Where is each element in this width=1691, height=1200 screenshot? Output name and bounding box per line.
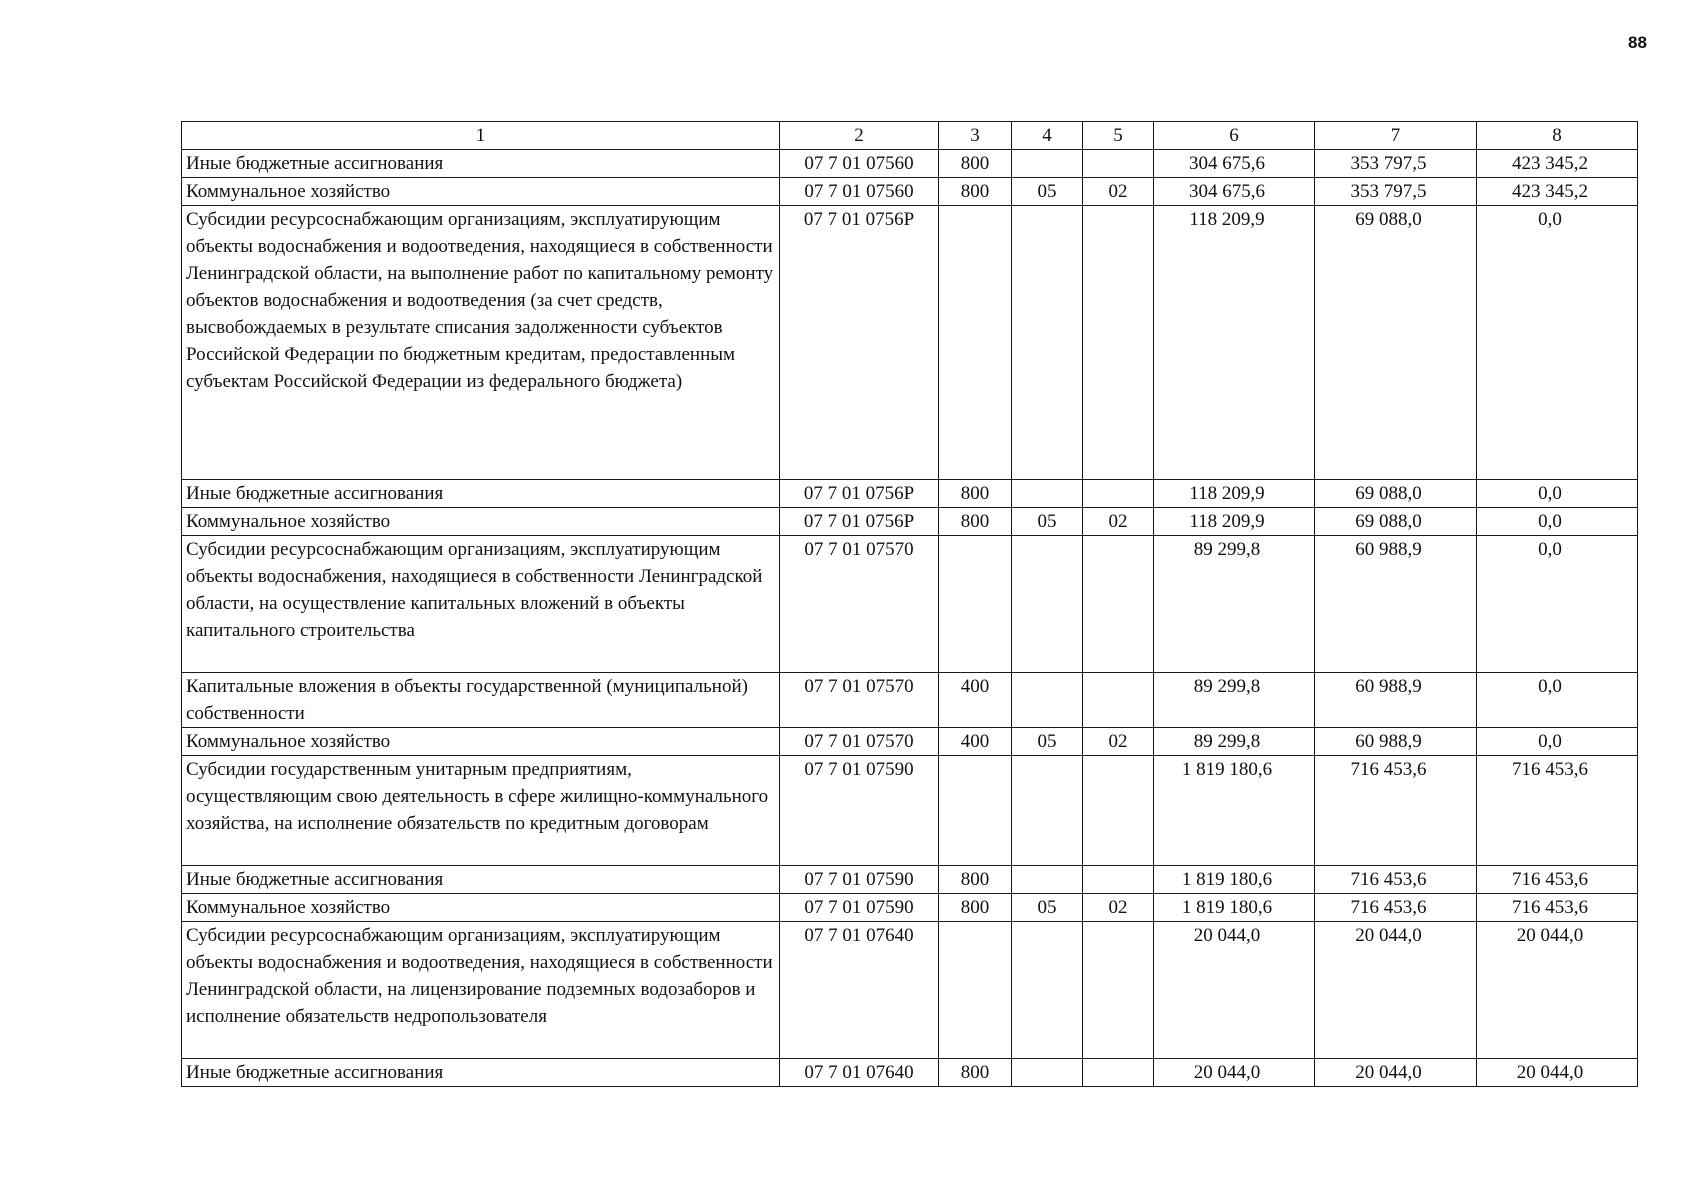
subsection-cell: 02 — [1083, 508, 1154, 536]
row-name-cell: Субсидии ресурсоснабжающим организациям, эксплуатирующим объекты водоснабжения и водоотведения, находящиеся в собственности Ленинградской области, на лицензирование подземных водозаборов и исполнение обязательств недропользователя — [182, 922, 780, 1059]
table-row — [182, 894, 1638, 922]
expense-type-cell — [939, 536, 1012, 673]
section-cell: 05 — [1012, 728, 1083, 756]
target-code-cell: 07 7 01 07640 — [780, 1059, 939, 1087]
section-cell: 05 — [1012, 894, 1083, 922]
target-code-cell: 07 7 01 07570 — [780, 673, 939, 728]
row-name-cell: Коммунальное хозяйство — [182, 894, 780, 922]
amount-col6-cell: 1 819 180,6 — [1154, 894, 1315, 922]
subsection-cell — [1083, 480, 1154, 508]
expense-type-cell: 800 — [939, 508, 1012, 536]
amount-col8-cell: 423 345,2 — [1477, 150, 1638, 178]
section-cell — [1012, 150, 1083, 178]
amount-col8-cell: 0,0 — [1477, 536, 1638, 673]
table-row — [182, 673, 1638, 728]
table-row — [182, 922, 1638, 1059]
amount-col8-cell: 0,0 — [1477, 728, 1638, 756]
target-code-cell: 07 7 01 07640 — [780, 922, 939, 1059]
amount-col7-cell: 353 797,5 — [1315, 150, 1477, 178]
table-row — [182, 480, 1638, 508]
amount-col8-cell: 0,0 — [1477, 480, 1638, 508]
amount-col8-cell: 0,0 — [1477, 206, 1638, 480]
section-cell — [1012, 922, 1083, 1059]
subsection-cell — [1083, 673, 1154, 728]
table-row — [182, 150, 1638, 178]
subsection-cell — [1083, 1059, 1154, 1087]
section-cell — [1012, 480, 1083, 508]
table-row — [182, 1059, 1638, 1087]
section-cell — [1012, 756, 1083, 866]
amount-col6-cell: 304 675,6 — [1154, 178, 1315, 206]
amount-col6-cell: 118 209,9 — [1154, 480, 1315, 508]
column-header: 8 — [1477, 122, 1638, 150]
table-row — [182, 866, 1638, 894]
expense-type-cell — [939, 756, 1012, 866]
amount-col6-cell: 118 209,9 — [1154, 206, 1315, 480]
table-header-row — [182, 122, 1638, 150]
amount-col7-cell: 716 453,6 — [1315, 756, 1477, 866]
row-name-cell: Субсидии ресурсоснабжающим организациям, эксплуатирующим объекты водоснабжения, находящиеся в собственности Ленинградской области, на осуществление капитальных вложений в объекты капитального строительства — [182, 536, 780, 673]
row-name-cell: Иные бюджетные ассигнования — [182, 480, 780, 508]
table-row — [182, 206, 1638, 480]
section-cell — [1012, 866, 1083, 894]
amount-col8-cell: 716 453,6 — [1477, 866, 1638, 894]
table-row — [182, 756, 1638, 866]
amount-col6-cell: 20 044,0 — [1154, 922, 1315, 1059]
subsection-cell: 02 — [1083, 728, 1154, 756]
target-code-cell: 07 7 01 07590 — [780, 894, 939, 922]
subsection-cell — [1083, 866, 1154, 894]
budget-table — [181, 121, 1638, 1087]
section-cell — [1012, 673, 1083, 728]
subsection-cell — [1083, 922, 1154, 1059]
amount-col6-cell: 1 819 180,6 — [1154, 756, 1315, 866]
expense-type-cell — [939, 206, 1012, 480]
subsection-cell — [1083, 150, 1154, 178]
amount-col7-cell: 60 988,9 — [1315, 536, 1477, 673]
row-name-cell: Коммунальное хозяйство — [182, 508, 780, 536]
amount-col6-cell: 20 044,0 — [1154, 1059, 1315, 1087]
column-header: 6 — [1154, 122, 1315, 150]
row-name-cell: Коммунальное хозяйство — [182, 178, 780, 206]
amount-col8-cell: 716 453,6 — [1477, 894, 1638, 922]
target-code-cell: 07 7 01 07590 — [780, 866, 939, 894]
section-cell — [1012, 1059, 1083, 1087]
amount-col7-cell: 60 988,9 — [1315, 728, 1477, 756]
target-code-cell: 07 7 01 0756Р — [780, 480, 939, 508]
expense-type-cell: 800 — [939, 1059, 1012, 1087]
target-code-cell: 07 7 01 07570 — [780, 536, 939, 673]
table-row — [182, 728, 1638, 756]
amount-col8-cell: 423 345,2 — [1477, 178, 1638, 206]
section-cell: 05 — [1012, 508, 1083, 536]
expense-type-cell — [939, 922, 1012, 1059]
section-cell — [1012, 206, 1083, 480]
expense-type-cell: 800 — [939, 178, 1012, 206]
amount-col6-cell: 89 299,8 — [1154, 673, 1315, 728]
target-code-cell: 07 7 01 0756Р — [780, 508, 939, 536]
expense-type-cell: 400 — [939, 728, 1012, 756]
amount-col8-cell: 0,0 — [1477, 508, 1638, 536]
amount-col8-cell: 716 453,6 — [1477, 756, 1638, 866]
expense-type-cell: 800 — [939, 150, 1012, 178]
column-header: 3 — [939, 122, 1012, 150]
row-name-cell: Капитальные вложения в объекты государственной (муниципальной) собственности — [182, 673, 780, 728]
amount-col7-cell: 353 797,5 — [1315, 178, 1477, 206]
amount-col7-cell: 20 044,0 — [1315, 922, 1477, 1059]
column-header: 7 — [1315, 122, 1477, 150]
column-header: 4 — [1012, 122, 1083, 150]
row-name-cell: Иные бюджетные ассигнования — [182, 866, 780, 894]
amount-col6-cell: 1 819 180,6 — [1154, 866, 1315, 894]
column-header: 2 — [780, 122, 939, 150]
row-name-cell: Субсидии ресурсоснабжающим организациям, эксплуатирующим объекты водоснабжения и водоотведения, находящиеся в собственности Ленинградской области, на выполнение работ по капитальному ремонту объектов водоснабжения и водоотведения (за счет средств, высвобождаемых в результате списания задолженности субъектов Российской Федерации по бюджетным кредитам, предоставленным субъектам Российской Федерации из федерального бюджета) — [182, 206, 780, 480]
target-code-cell: 07 7 01 07590 — [780, 756, 939, 866]
subsection-cell — [1083, 206, 1154, 480]
expense-type-cell: 800 — [939, 480, 1012, 508]
row-name-cell: Иные бюджетные ассигнования — [182, 150, 780, 178]
amount-col7-cell: 20 044,0 — [1315, 1059, 1477, 1087]
target-code-cell: 07 7 01 07560 — [780, 178, 939, 206]
subsection-cell — [1083, 536, 1154, 673]
amount-col7-cell: 716 453,6 — [1315, 894, 1477, 922]
amount-col6-cell: 89 299,8 — [1154, 728, 1315, 756]
amount-col7-cell: 716 453,6 — [1315, 866, 1477, 894]
amount-col7-cell: 69 088,0 — [1315, 206, 1477, 480]
subsection-cell — [1083, 756, 1154, 866]
subsection-cell: 02 — [1083, 178, 1154, 206]
section-cell — [1012, 536, 1083, 673]
expense-type-cell: 800 — [939, 866, 1012, 894]
subsection-cell: 02 — [1083, 894, 1154, 922]
row-name-cell: Субсидии государственным унитарным предприятиям, осуществляющим свою деятельность в сфере жилищно-коммунального хозяйства, на исполнение обязательств по кредитным договорам — [182, 756, 780, 866]
row-name-cell: Иные бюджетные ассигнования — [182, 1059, 780, 1087]
row-name-cell: Коммунальное хозяйство — [182, 728, 780, 756]
target-code-cell: 07 7 01 07560 — [780, 150, 939, 178]
amount-col7-cell: 60 988,9 — [1315, 673, 1477, 728]
table-row — [182, 178, 1638, 206]
section-cell: 05 — [1012, 178, 1083, 206]
expense-type-cell: 800 — [939, 894, 1012, 922]
table-row — [182, 536, 1638, 673]
amount-col8-cell: 20 044,0 — [1477, 1059, 1638, 1087]
column-header: 5 — [1083, 122, 1154, 150]
amount-col8-cell: 20 044,0 — [1477, 922, 1638, 1059]
amount-col7-cell: 69 088,0 — [1315, 480, 1477, 508]
expense-type-cell: 400 — [939, 673, 1012, 728]
amount-col6-cell: 89 299,8 — [1154, 536, 1315, 673]
amount-col6-cell: 118 209,9 — [1154, 508, 1315, 536]
target-code-cell: 07 7 01 0756Р — [780, 206, 939, 480]
column-header: 1 — [182, 122, 780, 150]
table-row — [182, 508, 1638, 536]
target-code-cell: 07 7 01 07570 — [780, 728, 939, 756]
amount-col8-cell: 0,0 — [1477, 673, 1638, 728]
amount-col6-cell: 304 675,6 — [1154, 150, 1315, 178]
page-number: 88 — [1628, 33, 1647, 52]
amount-col7-cell: 69 088,0 — [1315, 508, 1477, 536]
